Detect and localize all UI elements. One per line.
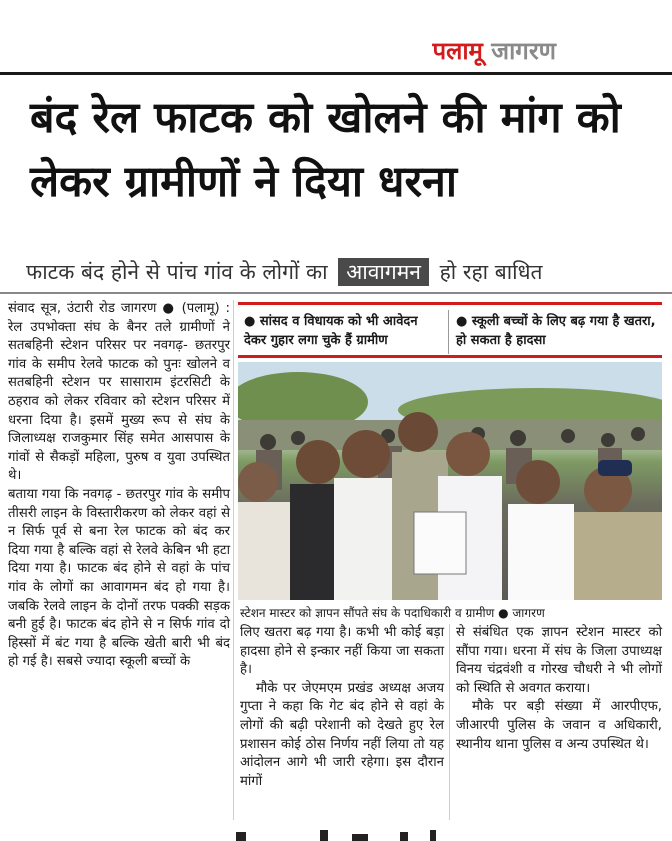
pullquote-2: ● स्कूली बच्चों के लिए बढ़ गया है खतरा, हो सकता है हादसा (456, 314, 656, 348)
pullquote-rule-top (238, 302, 662, 305)
paragraph: बताया गया कि नवगढ़ - छतरपुर गांव के समीप तीसरी लाइन के विस्तारीकरण को लेकर वहां से न सिर्फ पूर्व से बना रेल फाटक को बंद कर दिया गया है बल्कि वहां से रेलवे केबिन भी हटा दिया गया है। फाटक बंद होने से वहां के पांच गांव के लोगों का आवागमन बंद हो गया है। जबकि रेलवे लाइन के दोनों तरफ पक्की सड़क बनी हुई है। फाटक बंद होने से न सिर्फ गांव दो हिस्सों में बंट गया है बल्कि खेती बारी भी बंद हो गई है। सबसे ज्यादा स्कूली बच्चों के (8, 486, 230, 670)
pullquote-divider (448, 310, 449, 354)
headline: बंद रेल फाटक को खोलने की मांग को लेकर ग्रामीणों ने दिया धरना (30, 93, 621, 207)
pullquote-1: ● सांसद व विधायक को भी आवेदन देकर गुहार लगा चुके हैं ग्रामीण (244, 314, 418, 348)
column-divider (233, 300, 234, 820)
photo-caption: स्टेशन मास्टर को ज्ञापन सौंपते संघ के पदाधिकारी व ग्रामीण ● जागरण (240, 606, 545, 620)
crowd-illustration (238, 362, 662, 600)
subheadline (26, 258, 666, 286)
cropped-text-shapes (0, 826, 672, 841)
paragraph: मौके पर जेएमएम प्रखंड अध्यक्ष अजय गुप्ता ने कहा कि गेट बंद होने से वहां के लोगों की बढ़ी परेशानी को देखते हुए रेल प्रशासन कोई ठोस निर्णय नहीं लिया तो यह आंदोलन आगे भी जारी रहेगा। इस दौरान मांगों (240, 680, 444, 789)
top-rule (0, 72, 672, 75)
brand-jagran: जागरण (491, 37, 556, 65)
newspaper-brand (432, 34, 556, 67)
column-divider (449, 624, 450, 820)
paragraph: से संबंधित एक ज्ञापन स्टेशन मास्टर को सौंपा गया। धरना में संघ के जिला उपाध्यक्ष विनय चंद्रवंशी व गोरख चौधरी ने भी लोगों को स्थिति से अवगत कराया। (456, 625, 662, 696)
article-column-1 (8, 300, 230, 672)
news-photo (238, 362, 662, 600)
subhead-highlight: आवागमन (338, 258, 429, 286)
paragraph: लिए खतरा बढ़ गया है। कभी भी कोई बड़ा हादसा होने से इन्कार नहीं किया जा सकता है। (240, 625, 444, 678)
paragraph: मौके पर बड़ी संख्या में आरपीएफ, जीआरपी पुलिस के जवान व अधिकारी, स्थानीय थाना पुलिस व अन्य उपस्थित थे। (456, 699, 662, 752)
subhead-after: हो रहा बाधित (439, 260, 543, 284)
next-headline-cropped (0, 826, 672, 841)
pullquote-rule-bottom (238, 355, 662, 358)
masthead (0, 0, 672, 72)
article-column-2 (240, 624, 444, 791)
subhead-before: फाटक बंद होने से पांच गांव के लोगों का (26, 260, 328, 284)
brand-palamu: पलामू (432, 37, 483, 65)
subhead-rule (0, 292, 672, 294)
paragraph: संवाद सूत्र, उंटारी रोड जागरण ● (पलामू) : रेल उपभोक्ता संघ के बैनर तले ग्रामीणों ने सतबहिनी स्टेशन परिसर पर नवगढ़- छतरपुर गांव के समीप रेलवे फाटक को पुनः खोलने व सतबहिनी स्टेशन पर सासाराम इंटरसिटी के ठहराव को लेकर रविवार को स्टेशन परिसर में धरना दिया है। इसमें मुख्य रूप से संघ के जिलाध्यक्ष राजकुमार सिंह समेत आसपास के गांवों से सैकड़ों महिला, पुरुष व युवा उपस्थित थे। (8, 301, 230, 484)
article-column-3 (456, 624, 662, 754)
